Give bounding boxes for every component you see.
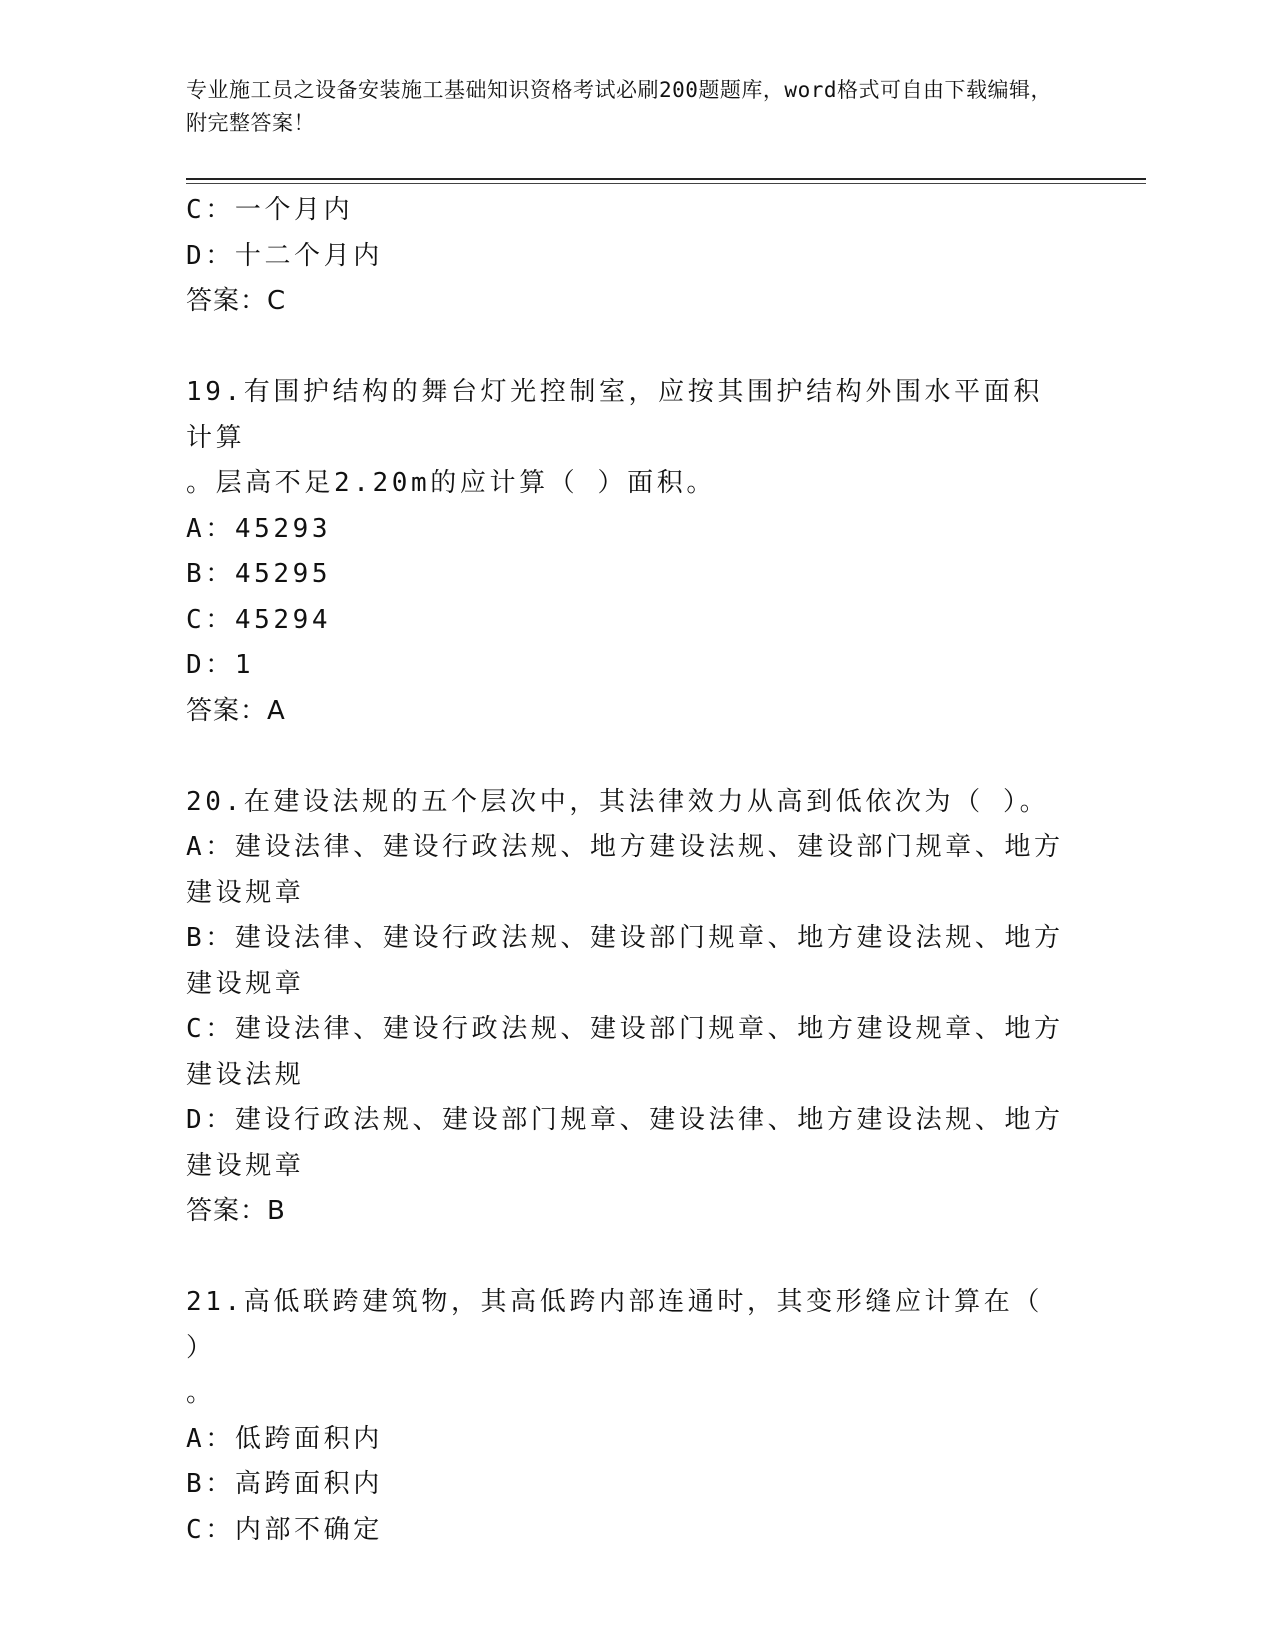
option-a: A：45293 (186, 513, 332, 544)
question-stem: 20.在建设法规的五个层次中，其法律效力从高到低依次为（ ）。 (186, 786, 1050, 817)
question-20 (186, 780, 1066, 1235)
header-divider-thin (186, 183, 1146, 184)
option-c: C：一个月内 (186, 195, 354, 225)
option-d: D：1 (186, 650, 255, 680)
question-list (186, 188, 1066, 1553)
option-b: B：高跨面积内 (186, 1469, 383, 1499)
option-c: C：建设法律、建设行政法规、建设部门规章、地方建设规章、地方建设法规 (186, 1014, 1064, 1090)
document-header: 专业施工员之设备安装施工基础知识资格考试必刷200题题库，word格式可自由下载编辑，附完整答案！ (186, 78, 1052, 135)
question-stem: 19.有围护结构的舞台灯光控制室，应按其围护结构外围水平面积计算 (186, 377, 1043, 453)
option-c: C：内部不确定 (186, 1514, 383, 1545)
header-divider (186, 178, 1146, 180)
option-d: D：建设行政法规、建设部门规章、建设法律、地方建设法规、地方建设规章 (186, 1105, 1064, 1181)
option-d: D：十二个月内 (186, 240, 383, 271)
question-21 (186, 1280, 1066, 1553)
answer-text: 答案：C (186, 286, 287, 316)
question-stem: 。 (186, 1378, 216, 1408)
previous-question-tail (186, 188, 1066, 325)
question-19 (186, 370, 1066, 734)
option-a: A：低跨面积内 (186, 1423, 383, 1454)
answer-text: 答案：B (186, 1196, 286, 1226)
question-stem: 。层高不足2.20m的应计算（ ）面积。 (186, 468, 716, 498)
option-b: B：建设法律、建设行政法规、建设部门规章、地方建设法规、地方建设规章 (186, 923, 1064, 999)
question-stem: 21.高低联跨建筑物，其高低跨内部连通时，其变形缝应计算在（ ） (186, 1287, 1063, 1363)
option-b: B：45295 (186, 559, 332, 589)
answer-text: 答案：A (186, 695, 286, 726)
option-a: A：建设法律、建设行政法规、地方建设法规、建设部门规章、地方建设规章 (186, 832, 1064, 908)
option-c: C：45294 (186, 604, 332, 635)
